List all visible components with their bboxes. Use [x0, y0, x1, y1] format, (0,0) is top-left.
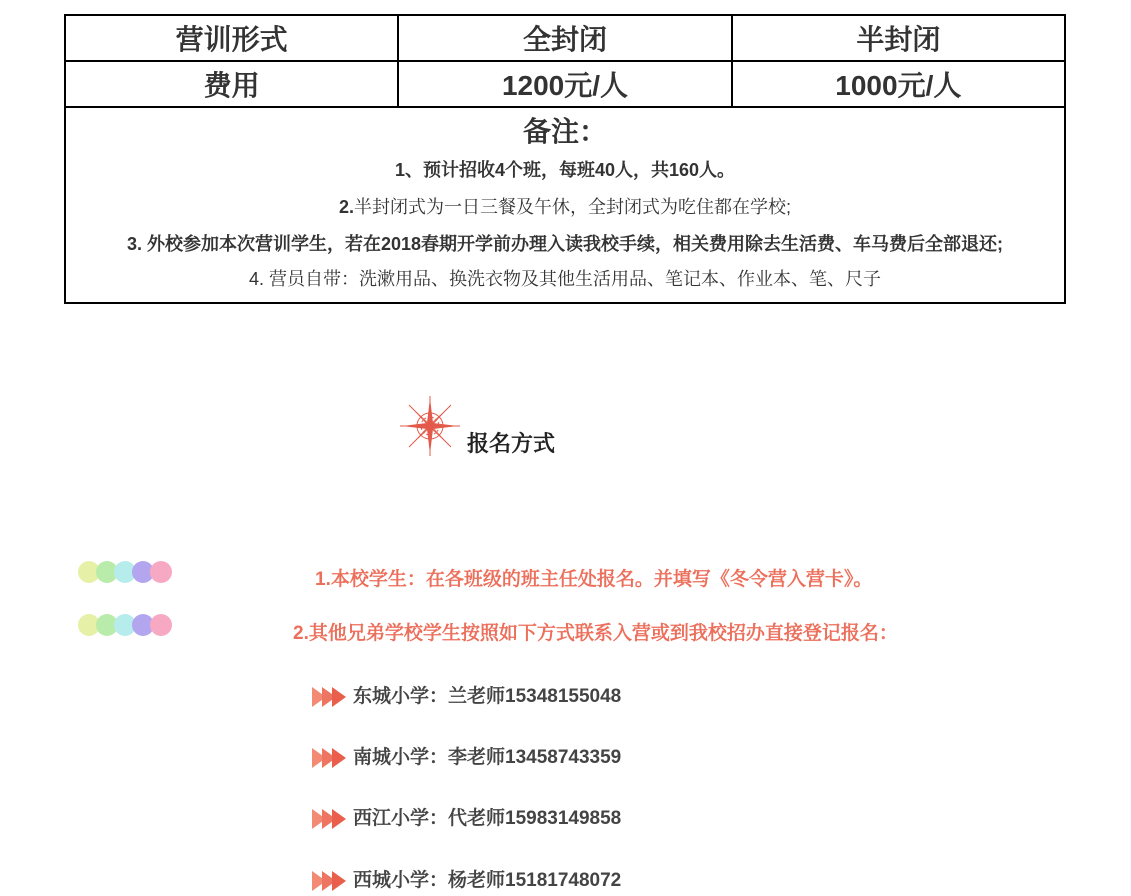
fee-label-cell: 费用	[65, 61, 398, 107]
contact-text: 西城小学：杨老师15181748072	[353, 870, 622, 891]
fee-table	[64, 14, 1066, 304]
triple-arrow-icon	[312, 748, 346, 768]
contact-text: 西江小学：代老师15983149858	[353, 808, 622, 829]
triple-arrow-icon	[312, 809, 346, 829]
note-1: 1、预计招收4个班，每班40人，共160人。	[394, 160, 736, 180]
note-4: 4. 营员自带：洗漱用品、换洗衣物及其他生活用品、笔记本、作业本、笔、尺子	[248, 269, 881, 289]
note-3: 3. 外校参加本次营训学生，若在2018春期开学前办理入读我校手续，相关费用除去生活费、车马费后全部退还;	[126, 234, 1004, 254]
table-header-row	[65, 15, 1065, 61]
signup-step-1: 1.本校学生：在各班级的班主任处报名。并填写《冬令营入营卡》。	[315, 569, 873, 590]
header-cell-half: 半封闭	[732, 15, 1065, 61]
triple-arrow-icon	[312, 687, 346, 707]
fee-full-cell: 1200元/人	[398, 61, 731, 107]
notes-title: 备注：	[522, 116, 607, 147]
signup-title: 报名方式	[467, 431, 556, 456]
compass-icon	[398, 394, 462, 458]
contact-text: 南城小学：李老师13458743359	[353, 747, 622, 768]
dots-decoration-2	[78, 614, 174, 636]
header-cell-full: 全封闭	[398, 15, 731, 61]
header-cell-format: 营训形式	[65, 15, 398, 61]
notes-row	[65, 107, 1065, 303]
dots-decoration-1	[78, 561, 174, 583]
contact-text: 东城小学：兰老师15348155048	[353, 686, 622, 707]
dot-pink	[150, 561, 172, 583]
notes-cell	[65, 107, 1065, 303]
dot-pink	[150, 614, 172, 636]
note-2-text: 半封闭式为一日三餐及午休，全封闭式为吃住都在学校;	[354, 197, 791, 217]
signup-heading	[398, 394, 598, 464]
fee-row	[65, 61, 1065, 107]
signup-step-2: 2.其他兄弟学校学生按照如下方式联系入营或到我校招办直接登记报名：	[293, 623, 898, 644]
note-2-number: 2.	[338, 197, 354, 217]
triple-arrow-icon	[312, 871, 346, 891]
note-2	[76, 189, 1054, 226]
fee-half-cell: 1000元/人	[732, 61, 1065, 107]
